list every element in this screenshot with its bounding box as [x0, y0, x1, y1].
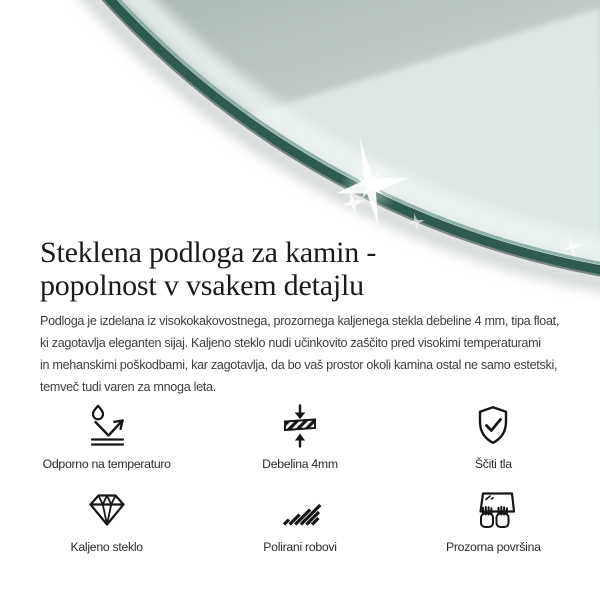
- feature-item-heat-resistant: [10, 404, 203, 471]
- feature-label: Ščiti tla: [474, 457, 512, 471]
- heat-resistant-icon: [85, 404, 129, 448]
- description-line: ki zagotavlja eleganten sijaj. Kaljeno steklo nudi učinkovito zaščito pred visokimi temperaturami: [40, 336, 541, 350]
- thickness-icon: [278, 404, 322, 448]
- hands-glass-icon: [471, 487, 515, 531]
- feature-item-tempered-glass: [10, 487, 203, 554]
- product-description: [40, 310, 559, 398]
- page-title-line-2: popolnost v vsakem detajlu: [40, 269, 364, 302]
- description-line: temveč tudi varen za mnoga leta.: [40, 380, 216, 394]
- diamond-icon: [85, 487, 129, 531]
- feature-label: Prozorna površina: [445, 540, 541, 554]
- feature-item-transparent-surface: [397, 487, 590, 554]
- feature-item-polished-edges: [203, 487, 396, 554]
- shield-check-icon: [471, 404, 515, 448]
- page-title-line-1: Steklena podloga za kamin -: [40, 236, 377, 269]
- feature-item-thickness: [203, 404, 396, 471]
- feature-label: Odporno na temperaturo: [42, 457, 171, 471]
- feature-item-protects-floor: [397, 404, 590, 471]
- page-title: [40, 236, 376, 302]
- feature-label: Kaljeno steklo: [70, 540, 143, 554]
- description-line: Podloga je izdelana iz visokokakovostnega, prozornega kaljenega stekla debeline 4 mm, tipa float,: [40, 314, 560, 328]
- feature-label: Polirani robovi: [263, 540, 337, 554]
- polished-edges-icon: [278, 487, 322, 531]
- features-grid: [10, 404, 590, 554]
- description-line: in mehanskimi poškodbami, kar zagotavlja, da bo vaš prostor okoli kamina ostal ne samo estetski,: [40, 358, 558, 372]
- feature-label: Debelina 4mm: [262, 457, 338, 471]
